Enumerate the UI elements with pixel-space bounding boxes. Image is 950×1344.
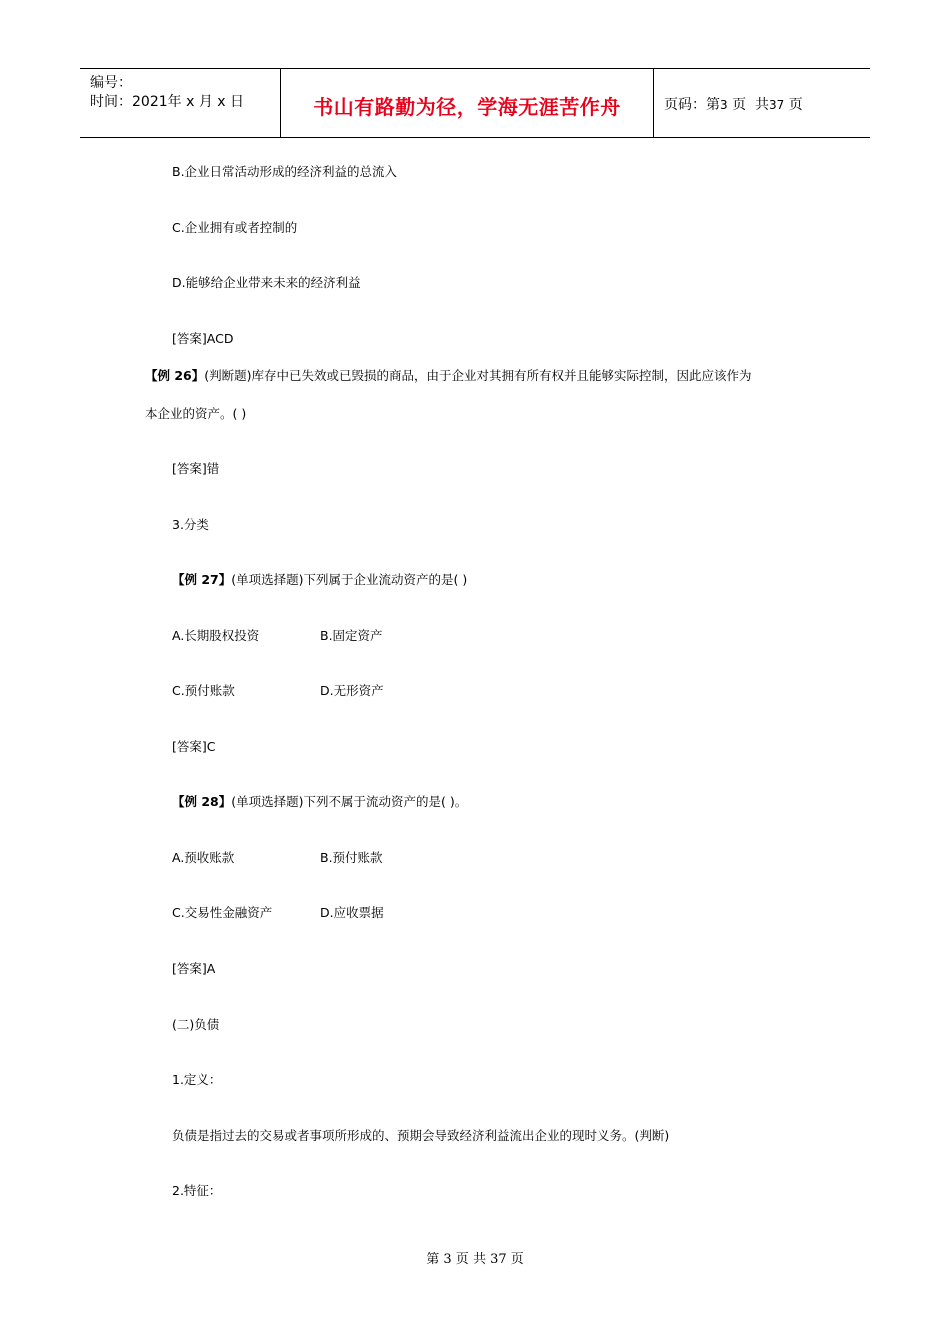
time-prefix: 时间：2021 — [90, 94, 168, 110]
example-27-question — [172, 570, 467, 588]
footer-total-prefix: 共 — [472, 1252, 486, 1267]
answer-27: [答案]C — [172, 739, 216, 754]
section-liabilities: (二)负债 — [172, 1017, 220, 1032]
option-c: C.企业拥有或者控制的 — [172, 220, 298, 235]
motto: 书山有路勤为径，学海无涯苦作舟 — [313, 95, 621, 119]
answer-25: [答案]ACD — [172, 331, 234, 346]
footer-total: 37 — [490, 1252, 507, 1267]
page-current: 3 — [720, 98, 728, 112]
liability-definition: 负债是指过去的交易或者事项所形成的、预期会导致经济利益流出企业的现时义务。(判断) — [172, 1128, 670, 1143]
example-27-text: (单项选择题)下列属于企业流动资产的是( ) — [231, 572, 468, 587]
time-month: x — [186, 94, 195, 110]
time-month-unit: 月 — [198, 94, 213, 110]
page-footer — [0, 1248, 950, 1267]
example-28-question — [172, 792, 467, 810]
footer-current: 3 — [443, 1252, 452, 1267]
page-mid: 页 — [732, 97, 747, 113]
header-page-cell — [654, 69, 870, 137]
example-26-tag: 【例 26】 — [145, 368, 205, 383]
page-header — [80, 68, 870, 138]
page-label: 页码：第 — [664, 97, 720, 113]
answer-28: [答案]A — [172, 961, 216, 976]
subsection-features: 2.特征： — [172, 1183, 222, 1198]
example-26-text: (判断题)库存中已失效或已毁损的商品，由于企业对其拥有所有权并且能够实际控制，因此应该作为 — [204, 368, 752, 383]
example-27-tag: 【例 27】 — [172, 572, 232, 587]
header-page-number — [664, 94, 803, 114]
footer-suffix: 页 — [510, 1252, 524, 1267]
footer-prefix: 第 — [426, 1252, 440, 1267]
doc-number-label: 编号： — [90, 75, 132, 91]
footer-mid: 页 — [455, 1252, 469, 1267]
example-28-option-b: B.预付账款 — [320, 850, 383, 865]
answer-26: [答案]错 — [172, 461, 220, 476]
time-day: x — [217, 94, 226, 110]
example-28-tag: 【例 28】 — [172, 794, 232, 809]
section-classification: 3.分类 — [172, 517, 209, 532]
header-motto-cell — [281, 69, 654, 137]
example-27-option-c: C.预付账款 — [172, 683, 235, 698]
example-26-question-cont: 本企业的资产。( ) — [145, 406, 247, 421]
example-27-option-d: D.无形资产 — [320, 683, 384, 698]
page-total: 37 — [769, 98, 785, 112]
example-28-option-c: C.交易性金融资产 — [172, 905, 273, 920]
time-year-unit: 年 — [167, 94, 182, 110]
option-b: B.企业日常活动形成的经济利益的总流入 — [172, 164, 398, 179]
time-day-unit: 日 — [230, 94, 245, 110]
example-27-option-b: B.固定资产 — [320, 628, 383, 643]
example-28-option-a: A.预收账款 — [172, 850, 235, 865]
page-total-prefix: 共 — [755, 97, 769, 113]
subsection-definition: 1.定义： — [172, 1072, 222, 1087]
option-d: D.能够给企业带来未来的经济利益 — [172, 275, 361, 290]
example-28-text: (单项选择题)下列不属于流动资产的是( )。 — [231, 794, 468, 809]
example-28-option-d: D.应收票据 — [320, 905, 384, 920]
example-26-question — [145, 366, 752, 384]
page-suffix: 页 — [788, 97, 803, 113]
example-27-option-a: A.长期股权投资 — [172, 628, 260, 643]
header-info-cell — [80, 69, 281, 137]
doc-time — [90, 91, 244, 111]
